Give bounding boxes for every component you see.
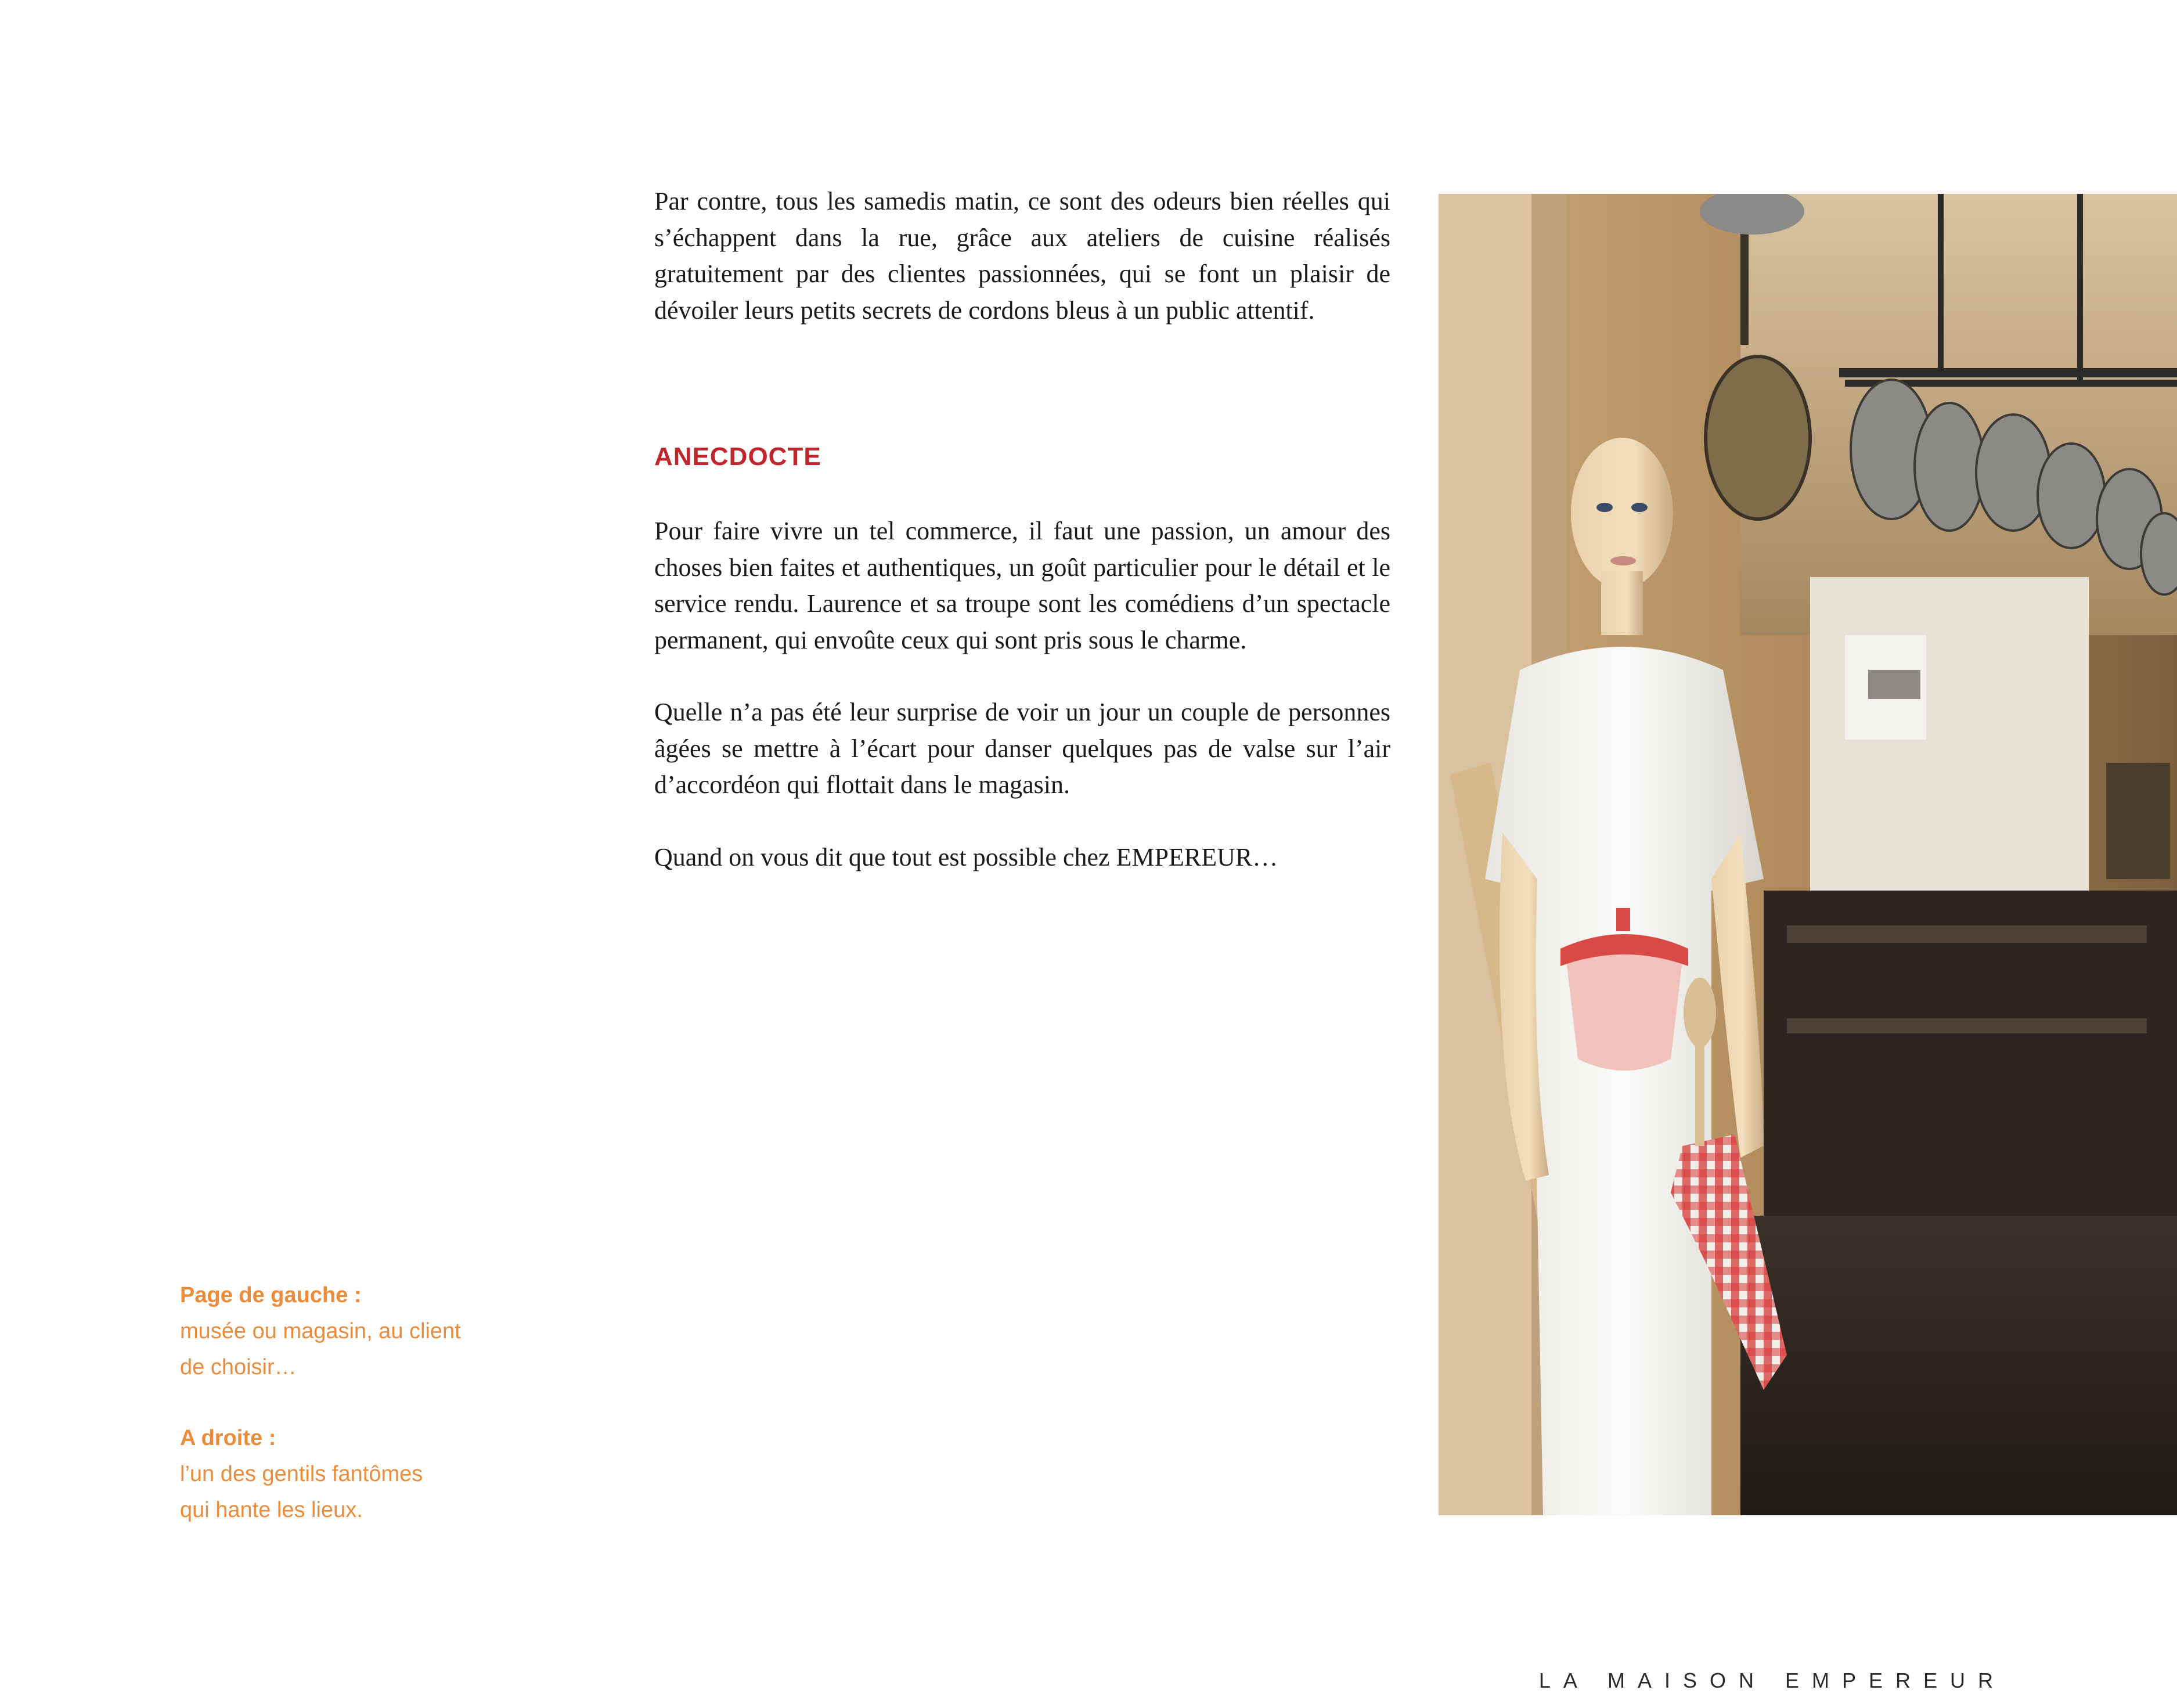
caption-right-page <box>180 1420 552 1528</box>
caption-right-title: A droite : <box>180 1426 276 1450</box>
shop-photo-mannequin <box>1439 194 2177 1515</box>
caption-left-page <box>180 1277 552 1385</box>
anecdote-paragraph-3: Quand on vous dit que tout est possible chez EMPEREUR… <box>654 842 1278 871</box>
anecdote-paragraph-2: Quelle n’a pas été leur surprise de voir un jour un couple de personnes âgées se mettre à l’écart pour danser quelques pas de valse sur l’air d’accordéon qui flottait dans le magasin. <box>654 698 1390 799</box>
caption-right-line-2: qui hante les lieux. <box>180 1498 363 1522</box>
caption-left-title: Page de gauche : <box>180 1283 362 1307</box>
caption-left-line-2: de choisir… <box>180 1355 297 1379</box>
caption-right-line-1: l’un des gentils fantômes <box>180 1462 423 1486</box>
footer-book-title: LA MAISON EMPEREUR <box>1538 1669 2006 1692</box>
anecdote-text-block <box>654 513 1390 911</box>
intro-paragraph: Par contre, tous les samedis matin, ce sont des odeurs bien réelles qui s’échappent dans la rue, grâce aux ateliers de cuisine réalisés gratuitement par des clientes passionnées, qui se font un plaisir de dévoiler leurs petits secrets de cordons bleus à un public attentif. <box>654 187 1390 325</box>
intro-text-block <box>654 183 1390 329</box>
caption-left-line-1: musée ou magasin, au client <box>180 1319 461 1343</box>
section-heading: ANECDOCTE <box>654 442 821 471</box>
anecdote-paragraph-1: Pour faire vivre un tel commerce, il faut une passion, un amour des choses bien faites et authentiques, un goût particulier pour le détail et le service rendu. Laurence et sa troupe sont les comédiens d’un spectacle permanent, qui envoûte ceux qui sont pris sous le charme. <box>654 517 1390 654</box>
